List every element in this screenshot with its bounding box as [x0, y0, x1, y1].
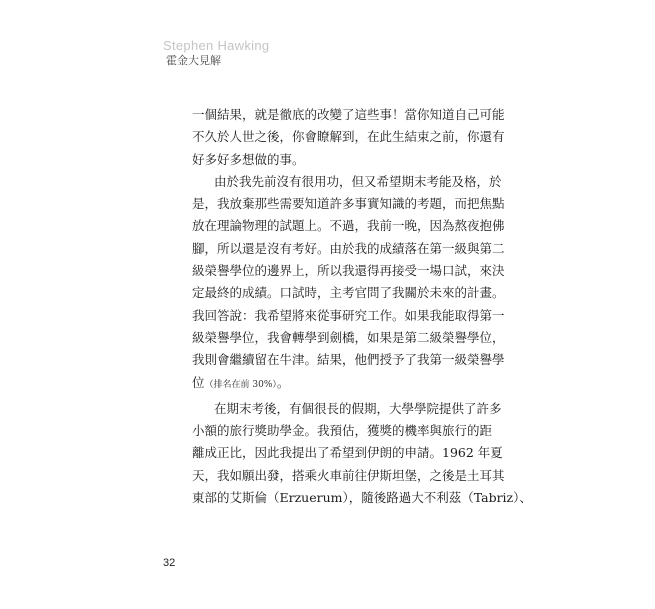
text-line: 放在理論物理的試題上。不過，我前一晚，因為熬夜抱佛 — [192, 218, 505, 234]
running-head-title: 霍金大見解 — [166, 54, 221, 67]
text-line: 好多好多想做的事。 — [192, 151, 305, 167]
text-line: 級榮譽學位的邊界上，所以我還得再接受一場口試，來決 — [192, 263, 505, 279]
text-line: 由於我先前沒有很用功，但又希望期末考能及格，於 — [214, 173, 502, 189]
text-line: 一個結果，就是徹底的改變了這些事！當你知道自己可能 — [192, 107, 505, 122]
running-head-author: Stephen Hawking — [163, 38, 270, 53]
text-line-with-note — [192, 372, 482, 394]
text-line: 定最終的成績。口試時，主考官問了我關於未來的計畫。 — [192, 285, 505, 301]
text-fragment: 位 — [192, 374, 205, 390]
page-number: 32 — [163, 557, 176, 569]
text-line: 東部的艾斯倫（Erzuerum），隨後路過大不利茲（Tabriz）、 — [192, 490, 532, 506]
rank-note: （排名在前 30%） — [204, 379, 277, 390]
text-line: 小額的旅行獎助學金。我預估，獲獎的機率與旅行的距 — [192, 423, 493, 439]
text-line: 天，我如願出發，搭乘火車前往伊斯坦堡，之後是土耳其 — [192, 467, 505, 483]
text-line: 我則會繼續留在牛津。結果，他們授予了我第一級榮譽學 — [192, 352, 505, 368]
text-line: 不久於人世之後，你會瞭解到，在此生結束之前，你還有 — [192, 129, 505, 145]
body-text — [192, 104, 532, 509]
text-line: 離成正比，因此我提出了希望到伊朗的申請。1962 年夏 — [192, 445, 503, 461]
text-fragment: 。 — [276, 374, 290, 390]
text-line: 級榮譽學位，我會轉學到劍橋，如果是第二級榮譽學位， — [192, 329, 505, 345]
text-line: 腳，所以還是沒有考好。由於我的成績落在第一級與第二 — [192, 240, 505, 256]
text-line: 我回答說：我希望將來從事研究工作。如果我能取得第一 — [192, 307, 505, 323]
text-line: 在期末考後，有個很長的假期，大學學院提供了許多 — [214, 400, 502, 416]
text-line: 是，我放棄那些需要知道許多事實知識的考題，而把焦點 — [192, 196, 505, 212]
